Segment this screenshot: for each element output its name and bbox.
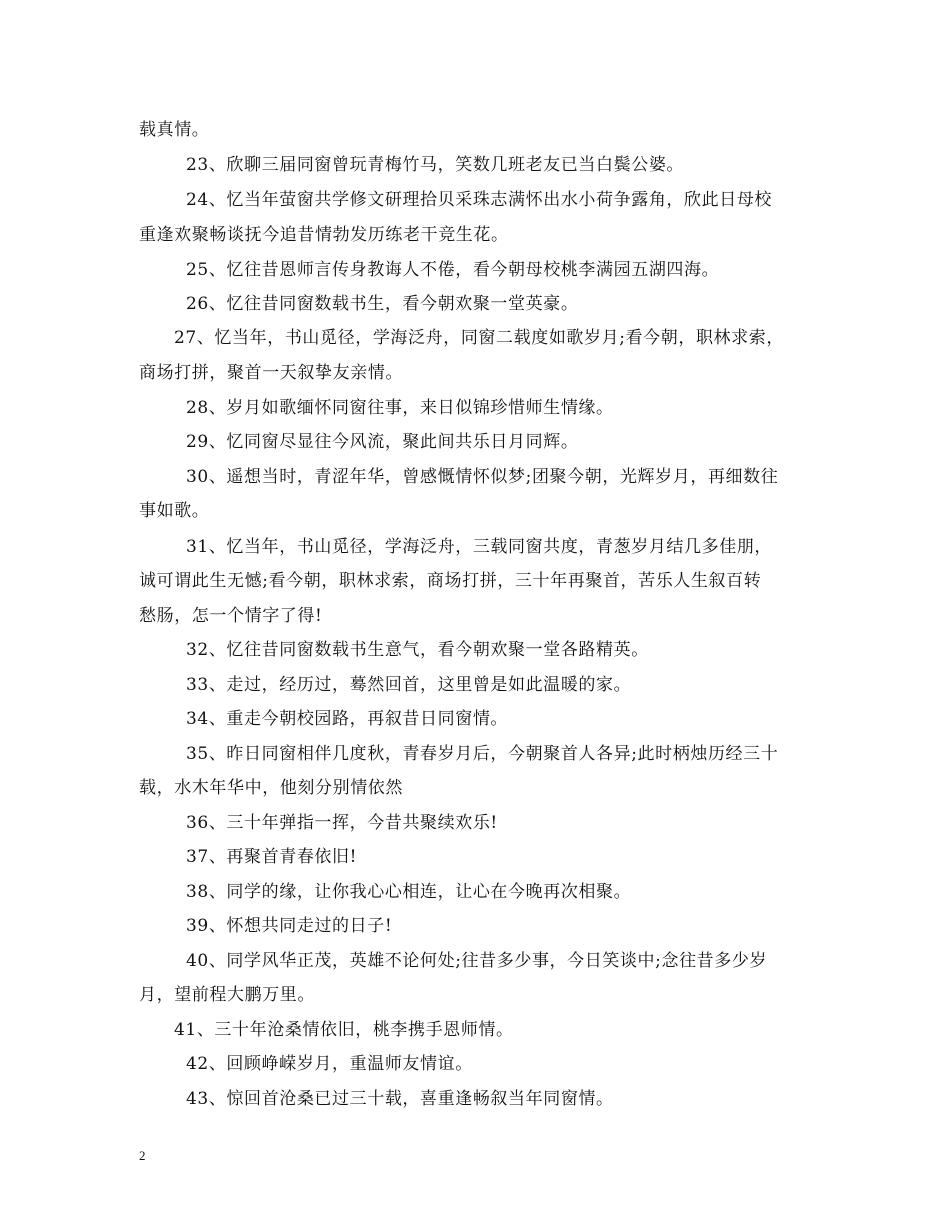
text-line: 43、惊回首沧桑已过三十载，喜重逢畅叙当年同窗情。: [186, 1089, 614, 1109]
text-line: 33、走过，经历过，蓦然回首，这里曾是如此温暖的家。: [186, 675, 632, 695]
text-line: 重逢欢聚畅谈抚今追昔情勃发历练老干竞生花。: [139, 225, 509, 245]
text-line: 28、岁月如歌缅怀同窗往事，来日似锦珍惜师生情缘。: [186, 398, 614, 418]
text-line: 载，水木年华中，他刻分别情依然: [139, 778, 403, 798]
text-line: 37、再聚首青春依旧!: [186, 847, 358, 867]
text-line: 30、遥想当时，青涩年华，曾感慨情怀似梦;团聚今朝，光辉岁月，再细数往: [186, 467, 779, 487]
text-line: 32、忆往昔同窗数载书生意气，看今朝欢聚一堂各路精英。: [186, 640, 649, 660]
text-line: 31、忆当年，书山觅径，学海泛舟，三载同窗共度，青葱岁月结几多佳朋，: [186, 537, 773, 557]
text-line: 23、欣聊三届同窗曾玩青梅竹马，笑数几班老友已当白鬓公婆。: [186, 155, 685, 175]
text-line: 诚可谓此生无憾;看今朝，职林求索，商场打拼，三十年再聚首，苦乐人生叙百转: [139, 571, 762, 591]
text-line: 39、怀想共同走过的日子!: [186, 916, 393, 936]
text-line: 事如歌。: [139, 501, 210, 521]
text-line: 载真情。: [139, 120, 210, 140]
text-line: 24、忆当年萤窗共学修文研理拾贝采珠志满怀出水小荷争露角，欣此日母校: [186, 190, 773, 210]
text-line: 25、忆往昔恩师言传身教诲人不倦，看今朝母校桃李满园五湖四海。: [186, 260, 720, 280]
text-line: 27、忆当年，书山觅径，学海泛舟，同窗二载度如歌岁月;看今朝，职林求索，: [174, 328, 784, 348]
text-line: 38、同学的缘，让你我心心相连，让心在今晚再次相聚。: [186, 882, 632, 902]
page-number: 2: [139, 1148, 146, 1163]
text-line: 36、三十年弹指一挥，今昔共聚续欢乐!: [186, 813, 498, 833]
text-line: 42、回顾峥嵘岁月，重温师友情谊。: [186, 1054, 473, 1074]
text-line: 41、三十年沧桑情依旧，桃李携手恩师情。: [174, 1020, 514, 1040]
text-line: 35、昨日同窗相伴几度秋，青春岁月后，今朝聚首人各异;此时柄烛历经三十: [186, 744, 779, 764]
text-line: 月，望前程大鹏万里。: [139, 985, 315, 1005]
text-line: 26、忆往昔同窗数载书生，看今朝欢聚一堂英豪。: [186, 294, 579, 314]
text-line: 愁肠，怎一个情字了得!: [139, 606, 323, 626]
text-line: 29、忆同窗尽显往今风流，聚此间共乐日月同辉。: [186, 432, 579, 452]
text-line: 34、重走今朝校园路，再叙昔日同窗情。: [186, 709, 509, 729]
text-line: 商场打拼，聚首一天叙挚友亲情。: [139, 363, 403, 383]
text-line: 40、同学风华正茂，英雄不论何处;往昔多少事，今日笑谈中;念往昔多少岁: [186, 951, 768, 971]
